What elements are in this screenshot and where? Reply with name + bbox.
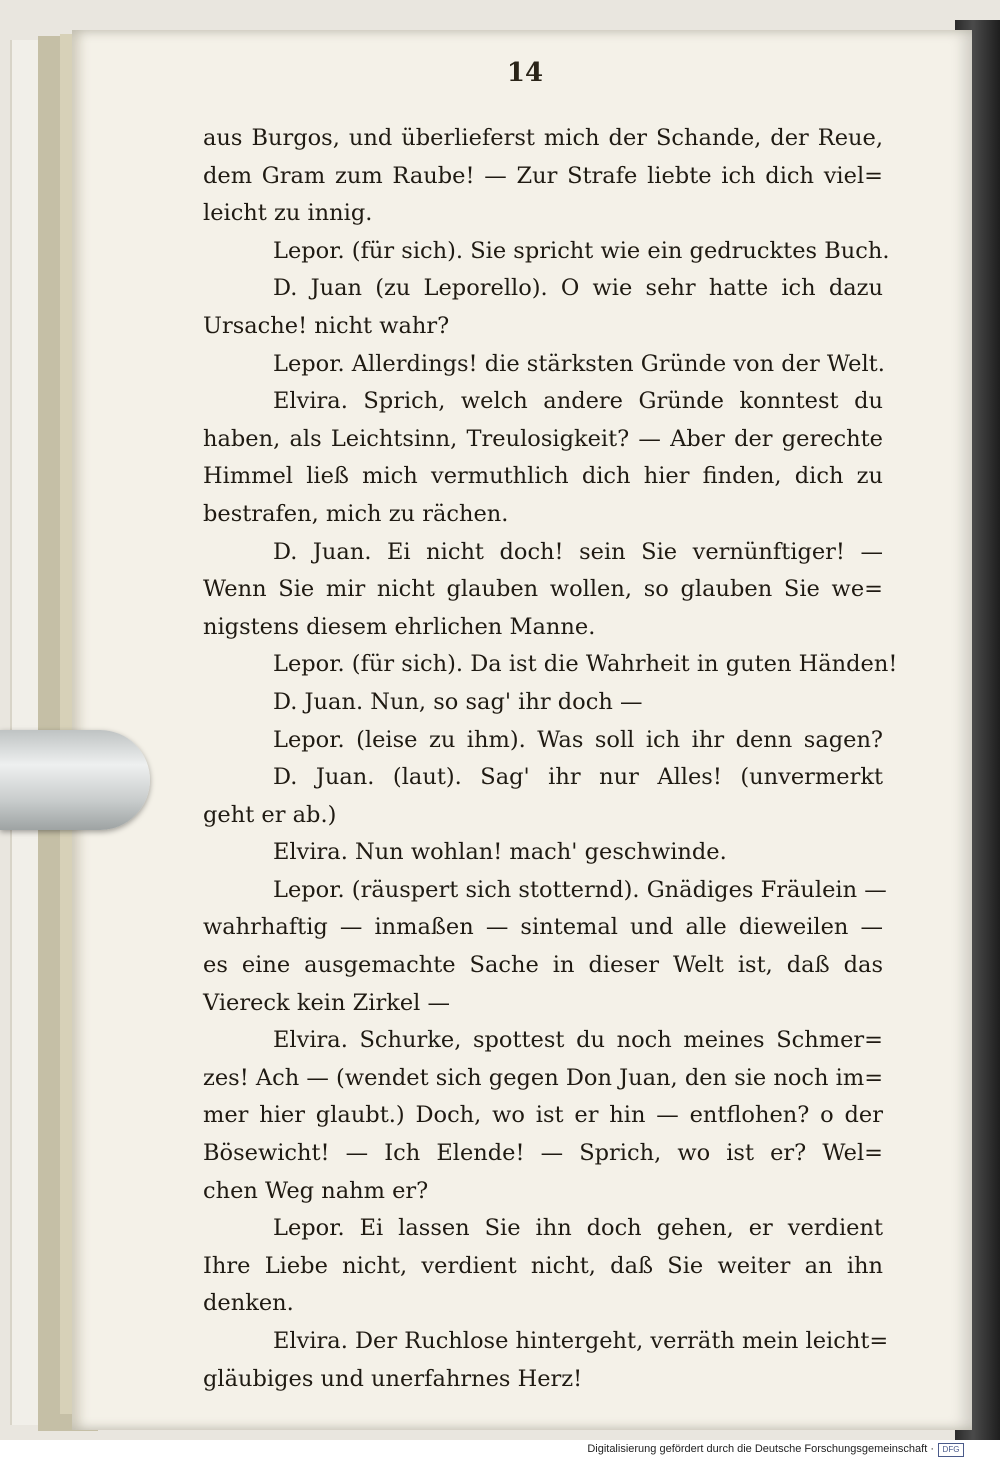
text-line: Elvira. Sprich, welch andere Gründe konntest du	[273, 388, 883, 415]
page-clamp	[0, 730, 150, 830]
text-line: Lepor. Allerdings! die stärksten Gründe von der Welt.	[273, 350, 885, 377]
text-line: Wenn Sie mir nicht glauben wollen, so glauben Sie we=	[203, 576, 883, 603]
text-line: aus Burgos, und überlieferst mich der Schande, der Reue,	[203, 125, 883, 151]
text-line: leicht zu innig.	[203, 200, 373, 227]
text-line: D. Juan. Nun, so sag' ihr doch —	[273, 688, 643, 715]
text-line: D. Juan (zu Leporello). O wie sehr hatte ich dazu	[273, 275, 883, 302]
text-line: nigstens diesem ehrlichen Manne.	[203, 613, 596, 640]
text-line: denken.	[203, 1290, 294, 1317]
text-line: bestrafen, mich zu rächen.	[203, 500, 509, 527]
text-line: gläubiges und unerfahrnes Herz!	[203, 1365, 583, 1392]
text-line: Lepor. (leise zu ihm). Was soll ich ihr denn sagen?	[273, 726, 883, 753]
text-line: haben, als Leichtsinn, Treulosigkeit? — Aber der gerechte	[203, 425, 883, 452]
text-line: Himmel ließ mich vermuthlich dich hier finden, dich zu	[203, 463, 883, 490]
text-line: wahrhaftig — inmaßen — sintemal und alle dieweilen —	[203, 914, 883, 941]
dfg-logo: DFG	[938, 1443, 964, 1457]
footer-text: Digitalisierung gefördert durch die Deutsche Forschungsgemeinschaft ·	[587, 1443, 934, 1455]
text-line: Ihre Liebe nicht, verdient nicht, daß Sie weiter an ihn	[203, 1252, 883, 1279]
text-line: Lepor. (für sich). Sie spricht wie ein gedrucktes Buch.	[273, 237, 890, 264]
footer-credit	[587, 1440, 964, 1459]
page-text	[203, 120, 898, 1398]
text-line: Elvira. Schurke, spottest du noch meines Schmer=	[273, 1027, 883, 1054]
text-line: Elvira. Nun wohlan! mach' geschwinde.	[273, 839, 727, 866]
page-number: 14	[506, 58, 544, 88]
text-line: zes! Ach — (wendet sich gegen Don Juan, den sie noch im=	[203, 1064, 884, 1091]
text-line: D. Juan. Ei nicht doch! sein Sie vernünftiger! —	[273, 538, 883, 565]
text-line: Lepor. Ei lassen Sie ihn doch gehen, er verdient	[273, 1215, 883, 1242]
text-line: geht er ab.)	[203, 801, 337, 828]
text-line: Lepor. (für sich). Da ist die Wahrheit in guten Händen!	[273, 651, 898, 678]
text-line: D. Juan. (laut). Sag' ihr nur Alles! (unvermerkt	[273, 764, 883, 791]
text-line: Viereck kein Zirkel —	[203, 989, 450, 1016]
text-line: chen Weg nahm er?	[203, 1177, 429, 1204]
text-line: Ursache! nicht wahr?	[203, 312, 450, 339]
text-line: Bösewicht! — Ich Elende! — Sprich, wo ist er? Wel=	[203, 1140, 883, 1167]
text-line: mer hier glaubt.) Doch, wo ist er hin — entflohen? o der	[203, 1102, 883, 1129]
text-line: Elvira. Der Ruchlose hintergeht, verräth mein leicht=	[273, 1328, 889, 1354]
text-line: Lepor. (räuspert sich stotternd). Gnädiges Fräulein —	[273, 876, 887, 903]
text-line: dem Gram zum Raube! — Zur Strafe liebte ich dich viel=	[203, 162, 883, 189]
text-line: es eine ausgemachte Sache in dieser Welt ist, daß das	[203, 952, 883, 979]
